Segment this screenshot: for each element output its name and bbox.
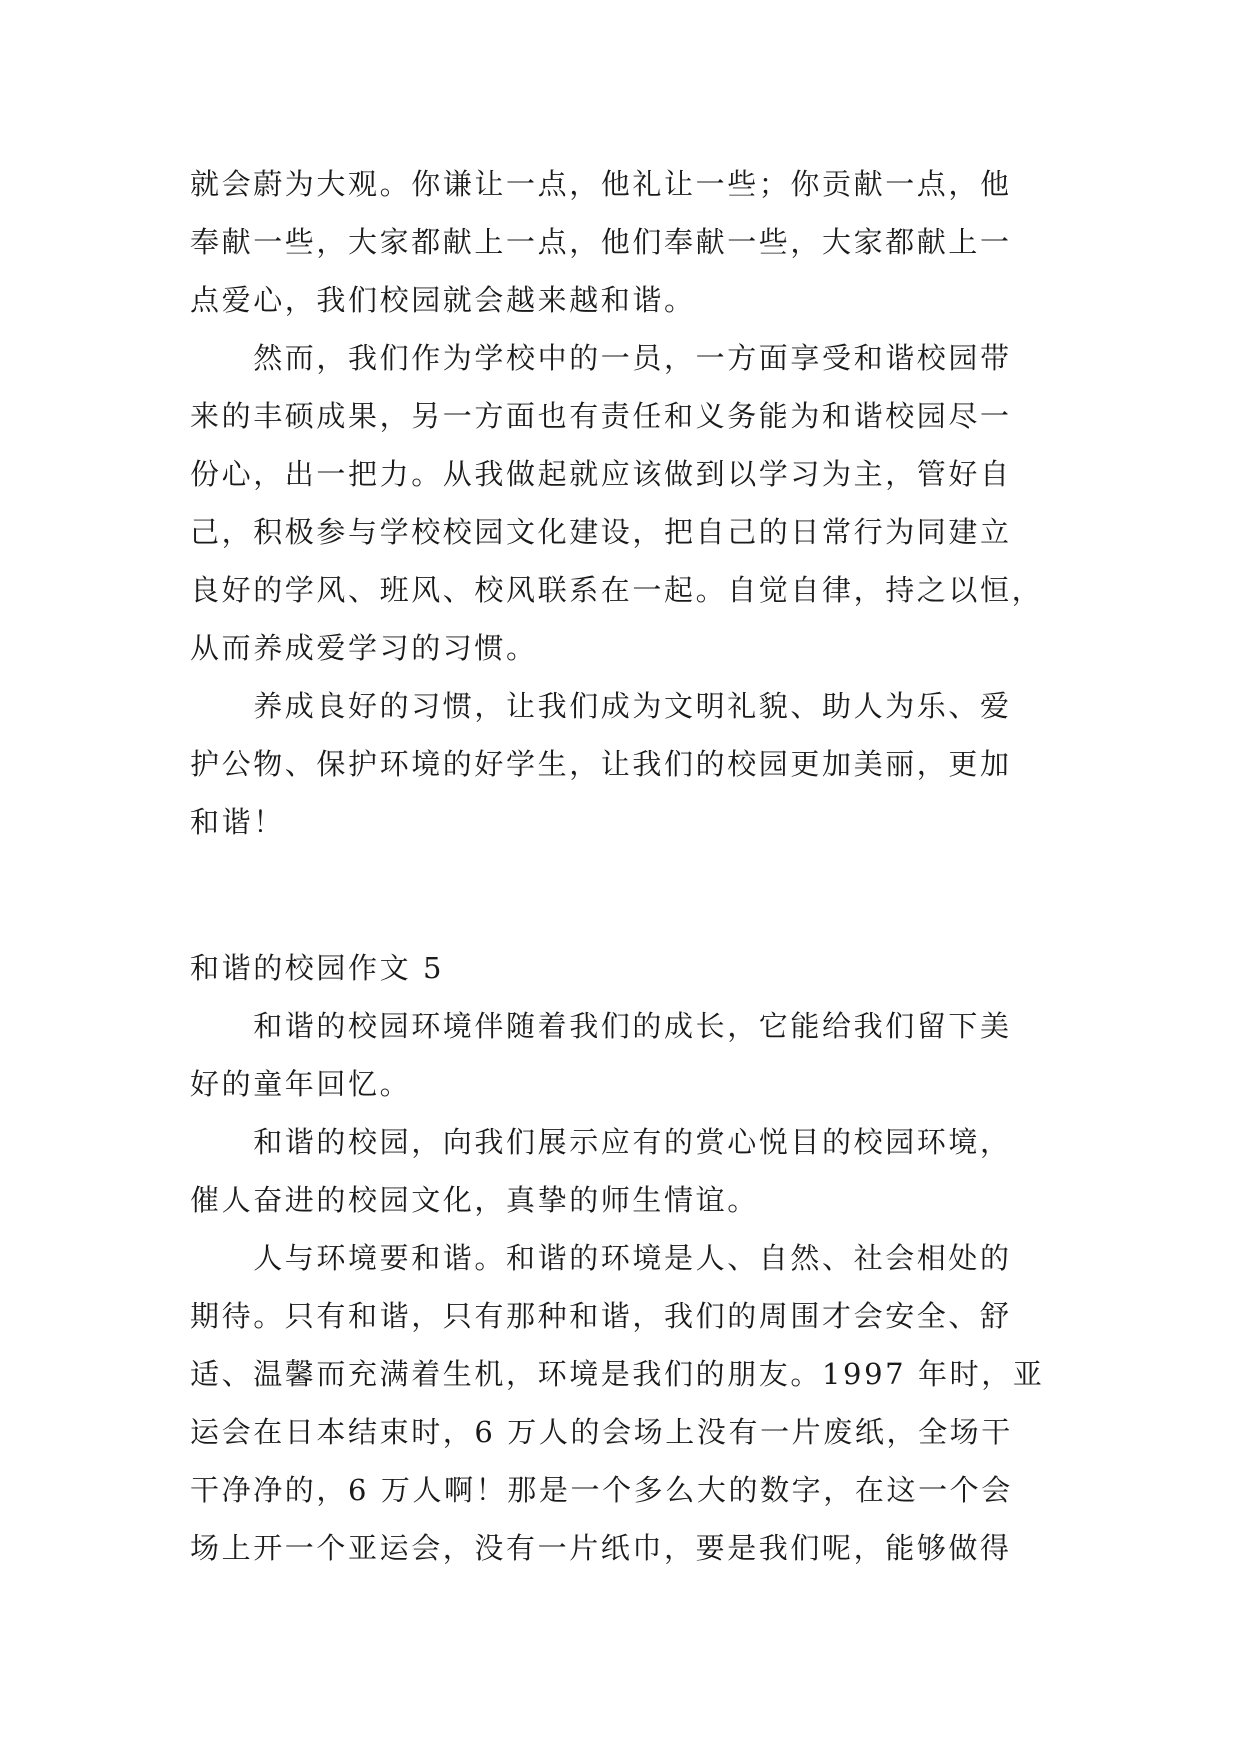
text-line: 期待。只有和谐，只有那种和谐，我们的周围才会安全、舒: [190, 1299, 1012, 1333]
text-line: 和谐！: [190, 805, 285, 839]
text-line: 然而，我们作为学校中的一员，一方面享受和谐校园带: [190, 341, 1012, 375]
text-line: 份心，出一把力。从我做起就应该做到以学习为主，管好自: [190, 457, 1012, 491]
text-line: 己，积极参与学校校园文化建设，把自己的日常行为同建立: [190, 515, 1012, 549]
section-heading: 和谐的校园作文 5: [190, 951, 445, 985]
section-gap: [190, 851, 1070, 939]
text-line: 从而养成爱学习的习惯。: [190, 631, 538, 665]
text-line: 适、温馨而充满着生机，环境是我们的朋友。1997 年时，亚: [190, 1357, 1045, 1391]
text-line: 养成良好的习惯，让我们成为文明礼貌、助人为乐、爱: [190, 689, 1012, 723]
text-line: 和谐的校园环境伴随着我们的成长，它能给我们留下美: [190, 1009, 1012, 1043]
text-line: 良好的学风、班风、校风联系在一起。自觉自律，持之以恒，: [190, 573, 1044, 607]
text-line: 干净净的，6 万人啊！那是一个多么大的数字，在这一个会: [190, 1473, 1013, 1507]
text-block-2: [190, 997, 1070, 1577]
text-line: 运会在日本结束时，6 万人的会场上没有一片废纸，全场干: [190, 1415, 1013, 1449]
text-line: 人与环境要和谐。和谐的环境是人、自然、社会相处的: [190, 1241, 1012, 1275]
text-line: 场上开一个亚运会，没有一片纸巾，要是我们呢，能够做得: [190, 1531, 1012, 1565]
text-line: 催人奋进的校园文化，真挚的师生情谊。: [190, 1183, 759, 1217]
text-line: 奉献一些，大家都献上一点，他们奉献一些，大家都献上一: [190, 225, 1012, 259]
text-line: 点爱心，我们校园就会越来越和谐。: [190, 283, 696, 317]
text-line: 来的丰硕成果，另一方面也有责任和义务能为和谐校园尽一: [190, 399, 1012, 433]
text-block-1: [190, 155, 1070, 851]
text-line: 就会蔚为大观。你谦让一点，他礼让一些；你贡献一点，他: [190, 167, 1012, 201]
text-line: 护公物、保护环境的好学生，让我们的校园更加美丽，更加: [190, 747, 1012, 781]
text-line: 和谐的校园，向我们展示应有的赏心悦目的校园环境，: [190, 1125, 1012, 1159]
document-page: [190, 155, 1070, 1577]
text-line: 好的童年回忆。: [190, 1067, 412, 1101]
